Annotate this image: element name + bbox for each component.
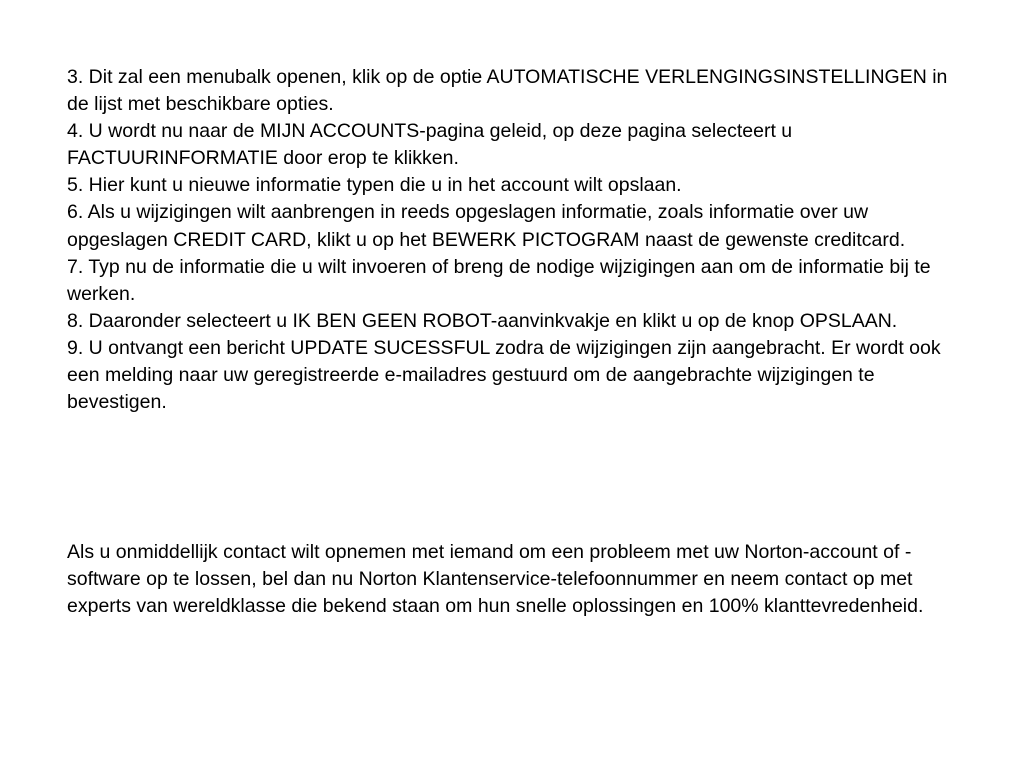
step-3: 3. Dit zal een menubalk openen, klik op de optie AUTOMATISCHE VERLENGINGSINSTELLINGEN in de lijst met beschikbare opties.: [67, 66, 948, 116]
step-5: 5. Hier kunt u nieuwe informatie typen die u in het account wilt opslaan.: [67, 174, 682, 197]
contact-paragraph: Als u onmiddellijk contact wilt opnemen met iemand om een probleem met uw Norton-account of -software op te lossen, bel dan nu Norton Klantenservice-telefoonnummer en neem contact op met experts van wereldklasse die bekend staan om hun snelle oplossingen en 100% klanttevredenheid.: [67, 541, 924, 618]
instruction-steps: [67, 64, 967, 416]
step-9: 9. U ontvangt een bericht UPDATE SUCESSFUL zodra de wijzigingen zijn aangebracht. Er wordt ook een melding naar uw geregistreerde e-mailadres gestuurd om de aangebrachte wijzigingen te bevestigen.: [67, 336, 941, 414]
step-6: 6. Als u wijzigingen wilt aanbrengen in reeds opgeslagen informatie, zoals informatie over uw opgeslagen CREDIT CARD, klikt u op het BEWERK PICTOGRAM naast de gewenste creditcard.: [67, 201, 906, 251]
step-4: 4. U wordt nu naar de MIJN ACCOUNTS-pagina geleid, op deze pagina selecteert u FACTUURINFORMATIE door erop te klikken.: [67, 120, 793, 170]
step-8: 8. Daaronder selecteert u IK BEN GEEN ROBOT-aanvinkvakje en klikt u op de knop OPSLAAN.: [67, 309, 898, 332]
step-7: 7. Typ nu de informatie die u wilt invoeren of breng de nodige wijzigingen aan om de informatie bij te werken.: [67, 255, 931, 305]
